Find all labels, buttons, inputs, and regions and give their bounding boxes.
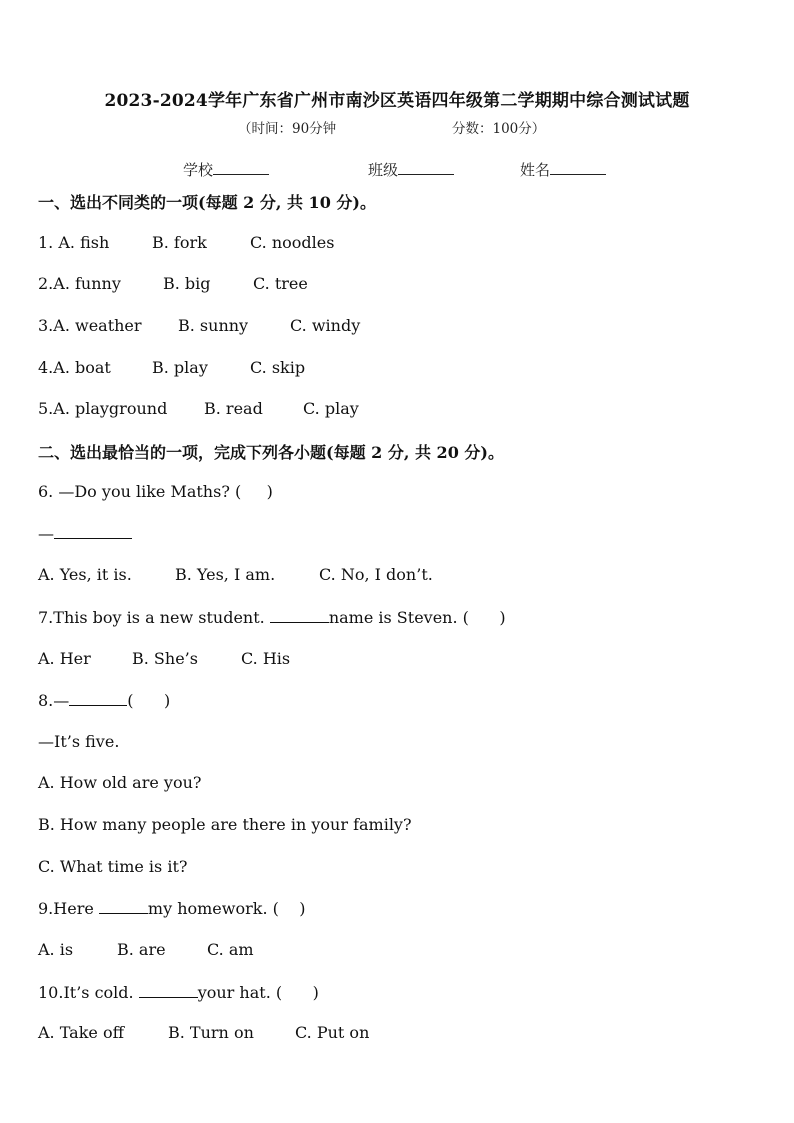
- q8-blank[interactable]: [69, 690, 127, 706]
- q7-stem-post: name is Steven. ( ): [328, 608, 506, 627]
- q9-stem: [38, 898, 305, 918]
- class-blank[interactable]: [398, 160, 454, 175]
- q1-option-c: C. noodles: [250, 233, 335, 252]
- q9-option-a: A. is: [38, 940, 74, 959]
- q8-stem-post: ( ): [127, 691, 171, 710]
- name-blank[interactable]: [550, 160, 606, 175]
- q6-answer-line: [38, 523, 132, 543]
- school-label: 学校: [183, 161, 214, 179]
- q7-blank[interactable]: [270, 607, 329, 623]
- q10-option-b: B. Turn on: [168, 1023, 254, 1042]
- q10-option-a: A. Take off: [38, 1023, 124, 1042]
- q2-option-a: 2.A. funny: [38, 274, 121, 293]
- q7-option-b: B. She’s: [132, 649, 198, 668]
- q4-option-b: B. play: [152, 358, 208, 377]
- q9-stem-post: my homework. ( ): [147, 899, 306, 918]
- q10-stem-post: your hat. ( ): [197, 983, 319, 1002]
- exam-score: 分数：100分）: [452, 121, 546, 137]
- q9-option-c: C. am: [207, 940, 254, 959]
- q3-option-c: C. windy: [290, 316, 361, 335]
- name-label: 姓名: [520, 161, 551, 179]
- q8-option-b: B. How many people are there in your family?: [38, 815, 412, 834]
- q8-reply: —It’s five.: [38, 732, 120, 751]
- q6-option-b: B. Yes, I am.: [175, 565, 276, 584]
- q5-option-c: C. play: [303, 399, 359, 418]
- q10-option-c: C. Put on: [295, 1023, 370, 1042]
- q7-option-c: C. His: [241, 649, 291, 668]
- q9-option-b: B. are: [117, 940, 166, 959]
- section1-heading: 一、选出不同类的一项(每题 2 分, 共 10 分)。: [38, 193, 376, 212]
- q8-stem-pre: 8.—: [38, 691, 70, 710]
- q3-option-b: B. sunny: [178, 316, 249, 335]
- exam-time: （时间：90分钟: [238, 121, 337, 137]
- q2-option-b: B. big: [163, 274, 211, 293]
- q10-blank[interactable]: [139, 982, 198, 998]
- q8-option-c: C. What time is it?: [38, 857, 188, 876]
- q9-stem-pre: 9.Here: [38, 899, 99, 918]
- q4-option-c: C. skip: [250, 358, 306, 377]
- q5-option-a: 5.A. playground: [38, 399, 168, 418]
- q7-stem-pre: 7.This boy is a new student.: [38, 608, 270, 627]
- q10-stem-pre: 10.It’s cold.: [38, 983, 139, 1002]
- q6-dash: —: [38, 524, 54, 543]
- section2-heading: 二、选出最恰当的一项，完成下列各小题(每题 2 分, 共 20 分)。: [38, 443, 504, 462]
- q7-option-a: A. Her: [38, 649, 91, 668]
- q3-option-a: 3.A. weather: [38, 316, 142, 335]
- q5-option-b: B. read: [204, 399, 263, 418]
- q10-stem: [38, 982, 319, 1002]
- q1-option-b: B. fork: [152, 233, 207, 252]
- class-label: 班级: [368, 161, 399, 179]
- q2-option-c: C. tree: [253, 274, 308, 293]
- q9-blank[interactable]: [99, 898, 148, 914]
- q6-stem: 6. —Do you like Maths? ( ): [38, 482, 273, 501]
- q6-blank[interactable]: [54, 523, 132, 539]
- school-field: [183, 159, 269, 180]
- school-blank[interactable]: [213, 160, 269, 175]
- name-field: [520, 159, 606, 180]
- exam-title: 2023-2024学年广东省广州市南沙区英语四年级第二学期期中综合测试试题: [104, 91, 690, 111]
- q6-option-a: A. Yes, it is.: [38, 565, 132, 584]
- q8-stem: [38, 690, 170, 710]
- q4-option-a: 4.A. boat: [38, 358, 111, 377]
- q7-stem: [38, 607, 506, 627]
- q6-option-c: C. No, I don’t.: [319, 565, 433, 584]
- q8-option-a: A. How old are you?: [38, 773, 202, 792]
- q1-option-a: 1. A. fish: [38, 233, 110, 252]
- class-field: [368, 159, 454, 180]
